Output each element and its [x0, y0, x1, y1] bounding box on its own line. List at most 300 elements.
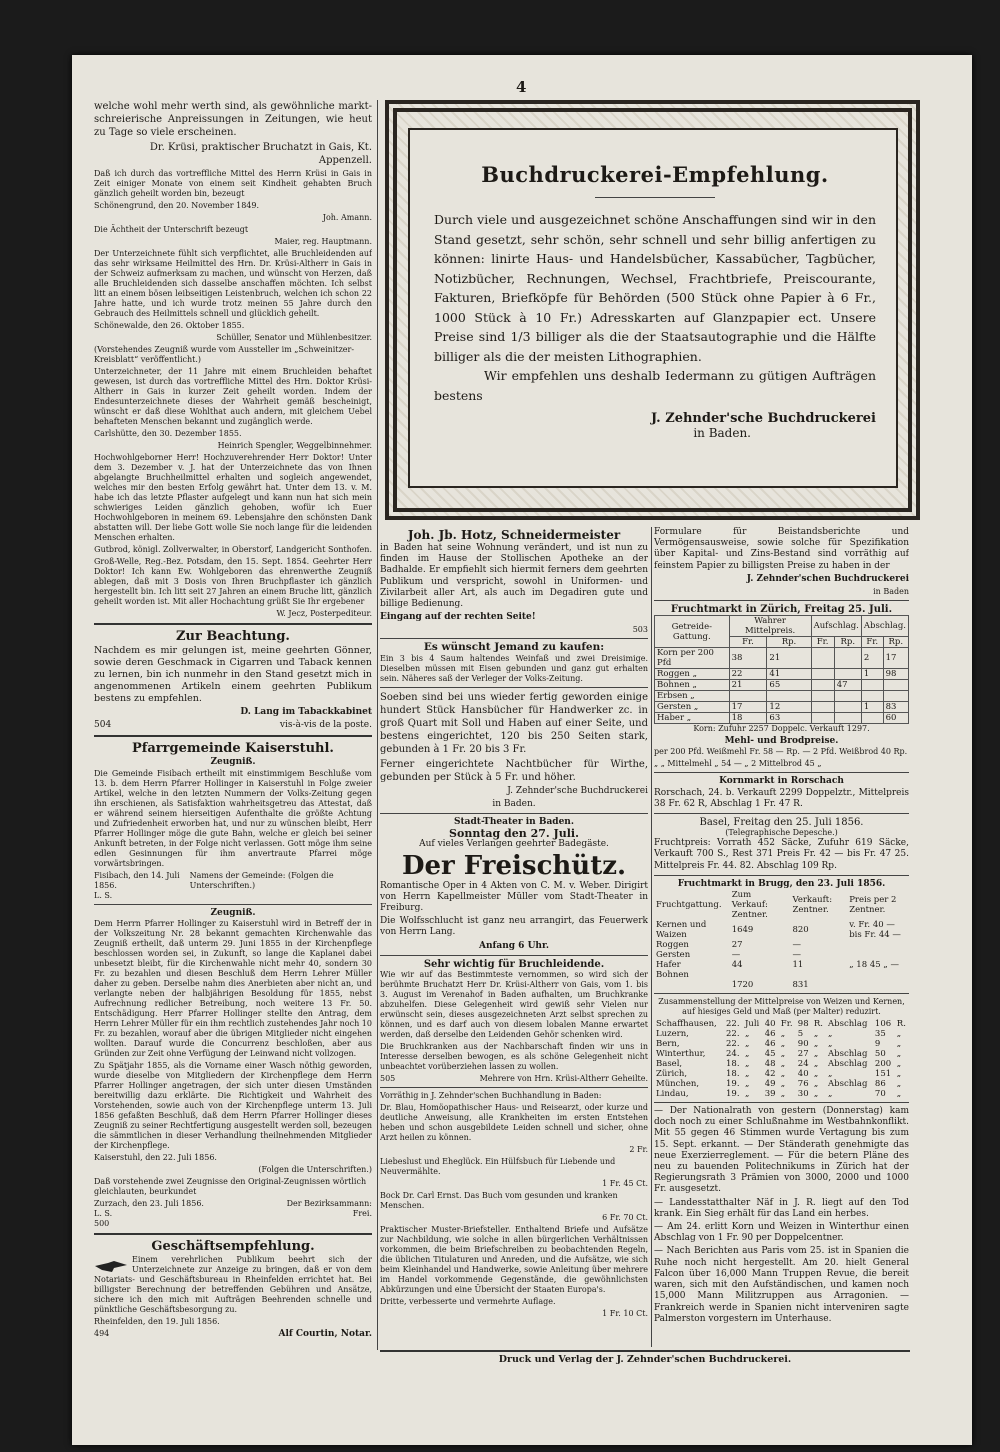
formulare-text: Formulare für Beistandsberichte und Vermögensausweise, sowie solche für Spezifikation über Kapital- und Zins-Bestand sind vorräthig auf feinstem Papier zu billigsten Preise zu haben in der	[654, 527, 909, 571]
zusammenstellung-title: Zusammenstellung der Mittelpreise von Weizen und Kernen, auf hiesiges Geld und Maß (per Malter) reduzirt.	[658, 997, 905, 1017]
geschaeft-text: Einem verehrlichen Publikum beehrt sich der Unterzeichnete zur Anzeige zu bringen, daß er von dem Notariats- und Geschäftsbureau in Rheinfelden errichtet hat. Bei billigster Berechnung der betreffenden Gebühren und Ansätze, sichere ich den mich mit Aufträgen Beehrenden schnelle und pünktliche Geschäftsbesorgung zu.	[94, 1254, 372, 1314]
table-cell	[811, 648, 834, 669]
opera-start: Anfang 6 Uhr.	[478, 940, 550, 951]
intro-text: welche wohl mehr werth sind, als gewöhnliche markt-schreierische Anpreissungen in Zeitungen, wie heut zu Tage so viele erscheinen.	[94, 101, 372, 138]
mehl-line-1: per 200 Pfd. Weißmehl Fr. 58 — Rp. — 2 Pfd. Weißbrod 40 Rp.	[654, 747, 908, 757]
opera-text-2: Die Wolfsschlucht ist ganz neu arrangirt, das Feuerwerk von Herrn Lang.	[380, 916, 648, 938]
theater-date: Sonntag den 27. Juli.	[449, 827, 579, 841]
testimony-2-place: Schönewalde, den 26. Oktober 1855.	[94, 321, 245, 330]
zeugnis-2-number: 500	[94, 1218, 110, 1228]
table-row	[655, 691, 909, 702]
table-row	[654, 920, 909, 940]
divider	[654, 875, 909, 876]
table-cell: 47	[834, 680, 861, 691]
table-row	[655, 669, 909, 680]
table-cell: 22	[729, 669, 767, 680]
table-header: Preis per 2 Zentner.	[849, 895, 897, 916]
geschaeft-number: 494	[94, 1328, 110, 1338]
table-cell: „	[780, 1039, 786, 1050]
table-cell: 30	[797, 1089, 809, 1100]
table-cell: Winterthur,	[656, 1049, 706, 1060]
table-cell	[811, 702, 834, 713]
table-cell: 63	[767, 713, 811, 724]
table-cell: „	[813, 1059, 819, 1070]
table-cell: „	[744, 1089, 750, 1100]
news-4: — Nach Berichten aus Paris vom 25. ist in Spanien die Ruhe noch nicht hergestellt. Am 20. hielt General Falcon über 16,000 Mann Truppen Revue, die bereit waren, sich mit den Aufständischen, und kamen noch 15,000 Mann Militzruppen aus Arragonien. — Frankreich werde in Spanien nicht interveniren sagte Palmerston vorgestern im Unterhause.	[654, 1246, 909, 1324]
table-cell: 19.	[726, 1079, 740, 1090]
table-row	[655, 713, 909, 724]
table-cell: „	[813, 1069, 819, 1080]
table-cell: 49	[764, 1079, 776, 1090]
divider	[94, 1233, 372, 1235]
table-header-row	[655, 616, 909, 637]
table-cell: R.	[896, 1019, 906, 1030]
table-body	[655, 648, 909, 724]
testimony-3: Unterzeichneter, der 11 Jahre mit einem Bruchleiden behaftet gewesen, ist durch das vortreffliche Mittel des Hrn. Doktor Krüsi-Altherr in Gais in kurzer Zeit geheilt worden. Indem der Endesunterzeichnete dieses der Wahrheit gemäß bescheinigt, wünscht er daß diese Wohlthat auch andern, mit gleichem Uebel behafteten Menschen bekannt und zugänglich werde.	[94, 367, 372, 426]
hotz-text: in Baden hat seine Wohnung verändert, und ist nun zu finden im Hause der Stollischen Apotheke an der Badhalde. Er empfiehlt sich hiermit ferners dem geehrten Publikum und verspricht, sowohl in Uniformen- und Zivilarbeit aller Art, als auch im Degadiren gute und billige Bedienung.	[380, 543, 648, 610]
table-cell: Kernen und Waizen	[656, 920, 707, 941]
table-cell: „	[744, 1069, 750, 1080]
mehl-line-2: „ „ Mittelmehl „ 54 — „ 2 Mittelbrod 45 „	[654, 759, 822, 769]
brugg-title: Fruchtmarkt in Brugg, den 23. Juli 1856.	[677, 878, 886, 889]
table-cell	[847, 980, 909, 990]
bruch-text: Wie wir auf das Bestimmteste vernommen, so wird sich der berühmte Bruchatzt Herr Dr. Krüsi-Altherr von Gais, vom 1. bis 3. August im Verenahof in Baden aufhalten, um Bruchkranke abzuhelfen. Diese Gelegenheit wird gewiß sehr Vielen nur erwünscht sein, dieses ausgezeichneten Arzt selbst sprechen zu können, und es darf auch von diesem lobalen Manne erwartet werden, daß derselbe den Leidenden Gehör schenken wird.	[380, 970, 648, 1040]
table-cell: 22.	[726, 1039, 740, 1050]
table-cell: 45	[764, 1049, 776, 1060]
table-cell: 151	[874, 1069, 892, 1080]
table-cell	[834, 702, 861, 713]
table-cell: Abschlag	[828, 1019, 868, 1030]
zeugnis-2-note: (Folgen die Unterschriften.)	[258, 1164, 372, 1174]
table-cell: „	[896, 1089, 902, 1100]
table-cell: „	[813, 1079, 819, 1090]
ad-place: in Baden.	[693, 426, 751, 440]
beachtung-text: Nachdem es mir gelungen ist, meine geehrten Gönner, sowie deren Geschmack in Cigarren und Taback kennen zu lernen, bin ich nunmehr in den Stand gesetzt mich in angenommenen Artikeln einem geehrten Publikum bestens zu empfehlen.	[94, 645, 372, 704]
vorrath-item-1-price: 2 Fr.	[629, 1145, 648, 1155]
table-cell: 65	[767, 680, 811, 691]
table-cell: —	[792, 950, 801, 961]
footer-imprint: Druck und Verlag der J. Zehnder'schen Buchdruckerei.	[498, 1354, 792, 1365]
table-cell: 21	[729, 680, 767, 691]
table-cell	[654, 980, 730, 990]
testimony-3-place: Carlshütte, den 30. Dezember 1855.	[94, 429, 242, 438]
table-cell	[767, 691, 811, 702]
table-cell: —	[792, 940, 801, 951]
bruch-number: 505	[380, 1074, 396, 1084]
divider	[380, 687, 648, 688]
table-cell: Basel,	[656, 1059, 683, 1070]
table-cell: 1	[861, 702, 883, 713]
ad-body-2: Wir empfehlen uns deshalb Iedermann zu gütigen Aufträgen bestens	[434, 368, 876, 403]
news-2: — Landesstatthalter Näf in J. R. liegt auf den Tod krank. Ein Sieg erhält für das Land ein herbes.	[654, 1197, 909, 1219]
zeugnis-2-place: Kaiserstuhl, den 22. Juli 1856.	[94, 1152, 217, 1162]
basel-subtitle: (Telegraphische Depesche.)	[725, 828, 838, 838]
vorrath-item-4: Praktischer Muster-Briefsteller. Enthaltend Briefe und Aufsätze zur Nachbildung, wie solche in allen bürgerlichen Verhältnissen vorkommen, die beim Briefschreiben zu beobachtenden Regeln, die üblichen Titulaturen und Anreden, und die Aufsätze, wie sich beim Kleinhandel und Handwerke, sowie Anleitung über mehrere im Handel vorkommende Gegenstände, die gewöhnlichsten Abkürzungen und eine Übersicht der Staaten Europa's.	[380, 1225, 648, 1295]
buch-place: in Baden.	[492, 798, 536, 809]
right-column	[654, 527, 909, 1347]
table-subheader: Fr.	[729, 637, 767, 648]
hotz-number: 503	[632, 625, 648, 635]
testimony-5-signature: W. Jecz, Posterpediteur.	[276, 609, 372, 618]
news-3: — Am 24. erlitt Korn und Weizen in Winterthur einen Abschlag von 1 Fr. 90 per Doppelcentner.	[654, 1222, 909, 1244]
pointing-hand-icon	[94, 1257, 128, 1275]
page-number: 4	[516, 78, 527, 96]
table-subheader: Rp.	[834, 637, 861, 648]
table-cell: Gersten „	[655, 702, 730, 713]
table-cell: 9	[874, 1039, 881, 1050]
beachtung-signature-2: vis-à-vis de la poste.	[279, 720, 372, 731]
zeugnis-2-signature-2: Frei.	[352, 1208, 372, 1218]
table-cell: „	[780, 1069, 786, 1080]
freischuetz-title: Der Freischütz.	[401, 850, 627, 881]
table-cell: 46	[764, 1029, 776, 1040]
opera-text: Romantische Oper in 4 Akten von C. M. v. Weber. Dirigirt von Herrn Kapellmeister Müller vom Stadt-Theater in Freiburg.	[380, 880, 648, 914]
table-cell: Bohnen „	[655, 680, 730, 691]
divider	[94, 623, 372, 625]
mehl-title: Mehl- und Brodpreise.	[724, 736, 839, 747]
fruchtmarkt-zuerich-title: Fruchtmarkt in Zürich, Freitag 25. Juli.	[670, 604, 893, 616]
table-row	[654, 1029, 909, 1039]
table-cell: 40	[764, 1019, 776, 1030]
table-cell: „	[896, 1069, 902, 1080]
table-cell: 200	[874, 1059, 892, 1070]
table-cell: „	[813, 1029, 819, 1040]
table-cell: „	[813, 1049, 819, 1060]
table-cell	[811, 669, 834, 680]
hotz-entry: Eingang auf der rechten Seite!	[380, 612, 536, 623]
table-subheader: Rp.	[883, 637, 908, 648]
table-cell: Roggen	[656, 940, 689, 951]
intro-signature: Dr. Krüsi, praktischer Bruchatzt in Gais, Kt. Appenzell.	[149, 142, 372, 166]
testimony-2: Der Unterzeichnete fühlt sich verpflichtet, alle Bruchleidenden auf das sehr wirksame Heilmittel des Hrn. Dr. Krüsi-Altherr in Gais in der Schweiz aufmerksam zu machen, und wünscht von Herzen, daß alle Bruchleidenden sich dasselbe anschaffen möchten. Ich selbst litt an einem bösen leibseitigen Leistenbruch, welchen ich schon 22 Jahre hatte, und ich wurde trotz meinen 55 Jahre durch den Gebrauch des Heilmittels schnell und glücklich geheilt.	[94, 249, 372, 318]
table-cell	[730, 970, 791, 980]
theater-title: Stadt-Theater in Baden.	[454, 817, 574, 828]
table-cell: „	[744, 1029, 750, 1040]
zeugnis-2-ls: L. S.	[94, 1208, 113, 1218]
table-cell: „	[744, 1059, 750, 1070]
table-cell: Hafer	[656, 960, 681, 971]
table-cell: 17	[729, 702, 767, 713]
table-cell: 17	[883, 648, 908, 669]
formulare-place: in Baden	[873, 587, 909, 597]
testimony-1-place: Schönengrund, den 20. November 1849.	[94, 201, 260, 210]
table-subheader: Fr.	[861, 637, 883, 648]
ad-body: Durch viele und ausgezeichnet schöne Anschaffungen sind wir in den Stand gesetzt, sehr schön, sehr schnell und sehr billig anfertigen zu können: linirte Haus- und Handelsbücher, Kassabücher, Tagbücher, Notizbücher, Rechnungen, Wechsel, Frachtbriefe, Preiscourante, Fakturen, Briefköpfe für Behörden (500 Stück ohne Papier à 6 Fr., 1000 Stück à 10 Fr.) Adresskarten auf Glanzpapier ect. Unsere Preise sind 1/3 billiger als die der Staatsautographie und die Hälfte billiger als die der meisten Lithographien.	[434, 212, 876, 364]
footer-rule	[380, 1350, 910, 1352]
ad-title: Buchdruckerei-Empfehlung.	[481, 162, 829, 187]
table-header: Zum Verkauf: Zentner.	[731, 890, 768, 921]
table-cell: 820	[792, 925, 809, 936]
table-cell: Bohnen	[656, 970, 689, 981]
table-cell: Bern,	[656, 1039, 680, 1050]
table-body	[654, 1019, 909, 1099]
table-cell: „	[780, 1029, 786, 1040]
table-cell: 5	[797, 1029, 804, 1040]
table-cell: 76	[797, 1079, 809, 1090]
table-cell: Roggen „	[655, 669, 730, 680]
beachtung-title: Zur Beachtung.	[176, 629, 290, 644]
table-cell: R.	[813, 1019, 823, 1030]
table-cell: „	[896, 1029, 902, 1040]
table-cell: 24	[797, 1059, 809, 1070]
table-cell: „	[896, 1079, 902, 1090]
table-cell: 41	[767, 669, 811, 680]
table-row	[655, 702, 909, 713]
vorrath-item-4-price: 1 Fr. 10 Ct.	[602, 1309, 648, 1319]
table-cell: 46	[764, 1039, 776, 1050]
kaufen-text: Ein 3 bis 4 Saum haltendes Weinfaß und zwei Dreisimige. Dieselben müssen mit Eisen gebunden und ganz gut erhalten sein. Näheres saß der Verleger der Volks-Zeitung.	[380, 653, 648, 683]
testimony-1-note-signature: Maier, reg. Hauptmann.	[274, 237, 372, 246]
kaufen-title: Es wünscht Jemand zu kaufen:	[423, 641, 605, 654]
table-cell: 98	[883, 669, 908, 680]
testimony-4-signature: Gutbrod, königl. Zollverwalter, in Oberstorf, Landgericht Sonthofen.	[94, 545, 372, 554]
table-cell: „	[828, 1089, 833, 1100]
table-cell: 831	[792, 980, 809, 991]
table-cell: 2	[861, 648, 883, 669]
zeugnis-2-text: Dem Herrn Pfarrer Hollinger zu Kaiserstuhl wird in Betreff der in der Volkszeitung Nr. 28 bekannt gemachten Kirchenwahle das Zeugniß ertheilt, daß unterm 29. Juni 1855 in der Kirchenpflege beschlossen worden sei, in Zukunft, so lange die Kaplanei dabei unbesetzt bleibt, für die Kirchenwahle nicht mehr 40, sondern 30 Fr. zu bezahlen und diesen Beschluß dem Herrn Lehrer Müller daher zu geben. Derselbe nahm dies Anerbieten aber nicht an, und verlangte neben der halbjährigen Besoldung für 1855, nebst Aufrechnung redlicher Betreibung, noch weitere 13 Fr. 50. Entschädigung. Herr Pfarrer Hollinger stellte den Antrag, dem Herrn Lehrer Müller für ein ihm rechtlich zustehendes Jahr noch 10 Fr. zu bezahlen, worauf aber die übrigen Mitglieder nicht eingehen wollten. Darauf wurde die Concurrenz beschloßen, aber aus Gründen zur Zeit ohne Verfügung der Leinwand nicht vollzogen.	[94, 918, 372, 1058]
table-cell: „	[813, 1039, 819, 1050]
table-cell: 27	[731, 940, 743, 951]
table-cell: „	[780, 1059, 786, 1070]
table-row	[654, 1069, 909, 1079]
table-cell: „	[828, 1039, 833, 1050]
table-cell: 11	[792, 960, 804, 971]
bruch-text-2: Die Bruchkranken aus der Nachbarschaft finden wir uns in Interesse derselben bewogen, es als schöne Gelegenheit nicht unbeachtet vorüberziehen lassen zu wollen.	[380, 1042, 648, 1072]
buch-text-2: Ferner eingerichtete Nachtbücher für Wirthe, gebunden per Stück à 5 Fr. und höher.	[380, 758, 648, 783]
vorrath-item-3-price: 6 Fr. 70 Ct.	[602, 1213, 648, 1223]
news-1: — Der Nationalrath von gestern (Donnerstag) kam doch noch zu einer Schlußnahme im Westbahnkonflikt. Mit 55 gegen 46 Stimmen wurde Vertagung bis zum 15. Sept. erkannt. — Der Ständerath genehmigte das neue Exerzierreglement. — Für die betern Pläne des neu zu bauenden Politechnikums in Zürich hat der Regierungsrath 3 Prämien von 3000, 2000 und 1000 Fr. ausgesetzt.	[654, 1106, 909, 1195]
vorrath-item-3: Bock Dr. Carl Ernst. Das Buch vom gesunden und kranken Menschen.	[380, 1191, 618, 1211]
testimony-5: Groß-Welle, Reg.-Bez. Potsdam, den 15. Sept. 1854. Geehrter Herr Doktor! Ich kann Ew. Wohlgeboren das ehrenwerthe Zeugniß ablegen, daß mit 3 Dosis von Ihren Bruchpflaster ich gänzlich hergestellt bin. Ich litt seit 27 Jahren an einem Bruche litt, gänzlich geheilt worden ist. Mit aller Hochachtung grüßt Sie Ihr ergebener	[94, 557, 372, 606]
table-cell: 83	[883, 702, 908, 713]
geschaeft-signature: Alf Courtin, Notar.	[278, 1328, 372, 1339]
geschaeft-title: Geschäftsempfehlung.	[151, 1238, 315, 1254]
ad-title-rule	[595, 197, 715, 198]
bruch-signature: Mehrere von Hrn. Krüsi-Altherr Geheilte.	[479, 1074, 648, 1084]
buch-signature: J. Zehnder'sche Buchdruckerei	[507, 785, 648, 796]
table-row	[654, 1089, 909, 1099]
column-rule-left	[377, 100, 378, 1350]
table-cell	[790, 970, 847, 980]
geschaeft-place: Rheinfelden, den 19. Juli 1856.	[94, 1316, 220, 1326]
table-cell: 50	[874, 1049, 886, 1060]
divider	[654, 600, 909, 601]
table-cell: Lindau,	[656, 1089, 689, 1100]
zeugnis-2-place-2: Zurzach, den 23. Juli 1856.	[94, 1198, 204, 1208]
table-cell: „	[780, 1049, 786, 1060]
testimony-2-signature: Schüller, Senator und Mühlenbesitzer.	[216, 333, 372, 342]
brugg-table	[654, 890, 909, 990]
table-header: Getreide-Gattung.	[655, 616, 730, 648]
zeugnis-1-title: Zeugniß.	[210, 757, 256, 768]
zeugnis-2-title: Zeugniß.	[210, 907, 256, 918]
table-cell: Haber „	[655, 713, 730, 724]
table-cell: 106	[874, 1019, 892, 1030]
fruchtmarkt-zuerich-table	[654, 615, 909, 724]
table-header: Verkauft: Zentner.	[792, 895, 833, 916]
vorrath-item-2-price: 1 Fr. 45 Ct.	[602, 1179, 648, 1189]
table-cell	[811, 680, 834, 691]
divider	[654, 813, 909, 814]
testimony-1-signature: Joh. Amann.	[322, 213, 372, 222]
divider	[380, 955, 648, 956]
table-row	[654, 1049, 909, 1059]
vorrath-item-1: Dr. Blau, Homöopathischer Haus- und Reisearzt, oder kurze und deutliche Anweisung, alle Krankheiten im ersten Entstehen heben und schon ausgebildete Leiden schnell und sicher, ohne Arzt heilen zu können.	[380, 1103, 648, 1143]
testimony-1: Daß ich durch das vortreffliche Mittel des Herrn Krüsi in Gais in Zeit einiger Monate von einem seit Kindheit gehabten Bruch gänzlich geheilt worden bin, bezeugt	[94, 169, 372, 198]
table-cell: 35	[874, 1029, 886, 1040]
table-row	[654, 1039, 909, 1049]
table-row	[654, 1059, 909, 1069]
table-cell: 19.	[726, 1089, 740, 1100]
basel-text: Fruchtpreis: Vorrath 452 Säcke, Zufuhr 619 Säcke, Verkauft 700 S., Rest 371 Preis Fr. 42 — bis Fr. 47 25. Mittelpreis Fr. 44. 82. Abschlag 109 Rp.	[654, 838, 909, 871]
table-cell: „	[896, 1039, 902, 1050]
divider	[654, 772, 909, 773]
table-cell: Abschlag	[828, 1049, 868, 1060]
basel-title: Basel, Freitag den 25. Juli 1856.	[699, 817, 864, 829]
table-cell: 22.	[726, 1029, 740, 1040]
table-cell: 39	[764, 1089, 776, 1100]
zusammenstellung-table	[654, 1019, 909, 1099]
vorrath-item-4-edition: Dritte, verbesserte und vermehrte Auflage.	[380, 1297, 556, 1307]
divider	[380, 638, 648, 639]
table-cell: Gersten	[656, 950, 691, 961]
table-cell: 1649	[731, 925, 754, 936]
table-row	[654, 970, 909, 980]
beachtung-number: 504	[94, 720, 112, 731]
table-cell: 1720	[731, 980, 754, 991]
table-cell	[861, 680, 883, 691]
table-cell: —	[731, 950, 741, 961]
zeugnis-1-place: Fisibach, den 14. Juli 1856.	[94, 870, 180, 890]
zeugnis-1-text: Die Gemeinde Fisibach ertheilt mit einstimmigem Beschluße vom 13. b. dem Herrn Pfarrer Hollinger in Kaiserstuhl in Folge zweier Artikel, welche in den letzten Nummern der Volks-Zeitung gegen ihn erschienen, als Satisfaktion wahrheitsgetreu das Attestat, daß er während seinem hierseitigen Aufenthalte die größte Achtung und Zufriedenheit erworben hat, und nur zu wünschen bleibt, Herr Pfarrer Hollinger möge die gute Bahn, welche er gleich bei seiner Ankunft betreten, in der Folge nicht verlassen. Gott möge ihm seine edlen Gesinnungen für ihm anvertraute Pfarrei möge vorwärtsbringen.	[94, 768, 372, 868]
divider	[94, 904, 372, 905]
table-cell: „	[744, 1079, 750, 1090]
vorrath-title: Vorräthig in J. Zehnder'schen Buchhandlung in Baden:	[380, 1091, 602, 1101]
table-cell: 60	[883, 713, 908, 724]
table-header: Abschlag.	[861, 616, 908, 637]
table-cell: Luzern,	[656, 1029, 689, 1040]
divider	[654, 1102, 909, 1103]
rorschach-text: Rorschach, 24. b. Verkauft 2299 Doppelztr., Mittelpreis 38 Fr. 62 R, Abschlag 1 Fr. 47 R.	[654, 787, 909, 809]
table-cell	[834, 669, 861, 680]
table-cell: „	[780, 1089, 786, 1100]
table-header: Wahrer Mittelpreis.	[729, 616, 811, 637]
table-subheader: Rp.	[767, 637, 811, 648]
vorrath-item-2: Liebeslust und Ehеglück. Ein Hülfsbuch für Liebende und Neuvermählte.	[380, 1157, 616, 1177]
table-cell	[883, 691, 908, 702]
rorschach-title: Kornmarkt in Rorschach	[719, 776, 844, 787]
table-cell: 21	[767, 648, 811, 669]
table-cell	[847, 940, 909, 950]
table-cell: „ 18 45 „ —	[849, 960, 899, 971]
zeugnis-1-signature: Namens der Gemeinde: (Folgen die Unterschriften.)	[189, 870, 334, 890]
table-cell: „	[744, 1039, 750, 1050]
table-cell: Abschlag	[828, 1079, 868, 1090]
hotz-title: Joh. Jb. Hotz, Schneidermeister	[407, 528, 621, 542]
table-row	[654, 960, 909, 970]
table-cell	[861, 691, 883, 702]
table-cell: 1	[861, 669, 883, 680]
table-cell: „	[828, 1069, 833, 1080]
table-cell: 18.	[726, 1059, 740, 1070]
table-cell: 24.	[726, 1049, 740, 1060]
table-cell: Juli	[744, 1019, 760, 1030]
table-header-row	[654, 890, 909, 920]
table-cell	[834, 691, 861, 702]
zeugnis-2-text-2: Zu Spätjahr 1855, als die Vorname einer Wasch nöthig geworden, wurde dieselbe von Mitgliedern der Kirchenpflege dem Herrn Pfarrer Hollinger angetragen, der sich unter diesen Umständen bereitwillig dazu erklärte. Die Richtigkeit und Wahrheit des Vorstehenden, sowie auch von der Kirchenpflege unterm 13. Juli 1856 gefaßten Beschluß, daß dem Herrn Pfarrer Hollinger dieses Zeugniß zu seiner Rechtfertigung ausgestellt werden soll, bezeugen die sämmtlichen in dieser Verhandlung theilnehmenden Mitglieder der Kirchenpflege.	[94, 1060, 372, 1150]
table-cell: Abschlag	[828, 1059, 868, 1070]
table-cell: „	[780, 1079, 786, 1090]
testimony-3-signature: Heinrich Spengler, Weggelbinnehmer.	[217, 441, 372, 450]
divider	[380, 813, 648, 814]
bruch-title: Sehr wichtig für Bruchleidende.	[423, 958, 605, 970]
table-cell: „	[813, 1089, 819, 1100]
zeugnis-2-signature: Der Bezirksammann:	[286, 1198, 372, 1208]
table-cell	[861, 713, 883, 724]
table-cell: 70	[874, 1089, 886, 1100]
table-body	[654, 920, 909, 990]
table-cell: „	[896, 1059, 902, 1070]
column-rule-right	[651, 527, 652, 1347]
table-cell: „	[828, 1029, 833, 1040]
zeugnis-2-note-2: Daß vorstehende zwei Zeugnisse den Original-Zeugnissen wörtlich gleichlauten, beurkundet	[94, 1176, 367, 1196]
table-row	[655, 680, 909, 691]
testimony-4: Hochwohlgeborner Herr! Hochzuverehrender Herr Doktor! Unter dem 3. Dezember v. J. hat der Unterzeichnete das von Ihnen abgelangte Bruchheilmittel erhalten und sogleich angewendet, welches mir den besten Erfolg gewährt hat. Unter dem 13. v. M. habe ich das letzte Pflaster aufgelegt und kann nun hat sich mein schwieriges Leiden gänzlich gehoben, wofür ich Euer Hochwohlgeboren in meinem 69. Lebensjahre den schönsten Dank abstatten will. Der liebe Gott wolle Sie noch lange für die leidenden Menschen erhalten.	[94, 453, 372, 542]
table-row	[654, 1019, 909, 1029]
divider	[94, 735, 372, 737]
testimony-1-note: Die Ächtheit der Unterschrift bezeugt	[94, 225, 249, 234]
table-row	[655, 648, 909, 669]
table-cell: 44	[731, 960, 743, 971]
table-cell	[811, 713, 834, 724]
table-cell: 48	[764, 1059, 776, 1070]
table-cell: 18.	[726, 1069, 740, 1080]
table-cell: Fr.	[780, 1019, 793, 1030]
table-cell: 90	[797, 1039, 809, 1050]
middle-column	[380, 527, 648, 1347]
ad-signature: J. Zehnder'sche Buchdruckerei	[651, 411, 876, 426]
table-cell	[811, 691, 834, 702]
table-cell: v. Fr. 40 — bis Fr. 44 —	[849, 920, 901, 941]
table-cell: Erbsen „	[655, 691, 730, 702]
table-cell	[847, 970, 909, 980]
fruchtmarkt-zuerich-korn: Korn: Zufuhr 2257 Doppelc. Verkauft 1297.	[693, 724, 870, 734]
table-header: Fruchtgattung.	[656, 900, 722, 911]
buchdruckerei-ad	[408, 128, 898, 488]
table-row	[654, 980, 909, 990]
table-cell: 40	[797, 1069, 809, 1080]
table-cell: „	[896, 1049, 902, 1060]
buch-text: Soeben sind bei uns wieder fertig geworden einige hundert Stück Hansbücher für Handwerker zc. in groß Quart mit Soll und Haben auf einer Seite, und bestens eingerichtet, 120 bis 250 Seiten stark, gebunden à 1 Fr. 20 bis 3 Fr.	[380, 691, 648, 755]
table-row	[654, 940, 909, 950]
table-cell: „	[744, 1049, 750, 1060]
table-cell: 18	[729, 713, 767, 724]
testimony-2-note: (Vorstehendes Zeugniß wurde vom Aussteller im „Schweinitzer-Kreisblatt“ veröffentlicht.)	[94, 345, 355, 364]
zeugnis-1-ls: L. S.	[94, 890, 113, 900]
table-cell: Korn per 200 Pfd	[655, 648, 730, 669]
table-cell	[847, 950, 909, 960]
table-cell: 98	[797, 1019, 809, 1030]
table-cell: Zürich,	[656, 1069, 688, 1080]
table-cell: 27	[797, 1049, 809, 1060]
table-subheader: Fr.	[811, 637, 834, 648]
table-cell: 42	[764, 1069, 776, 1080]
table-row	[654, 1079, 909, 1089]
divider	[654, 993, 909, 994]
table-cell	[834, 648, 861, 669]
table-row	[654, 950, 909, 960]
formulare-signature: J. Zehnder'schen Buchdruckerei	[746, 573, 909, 584]
